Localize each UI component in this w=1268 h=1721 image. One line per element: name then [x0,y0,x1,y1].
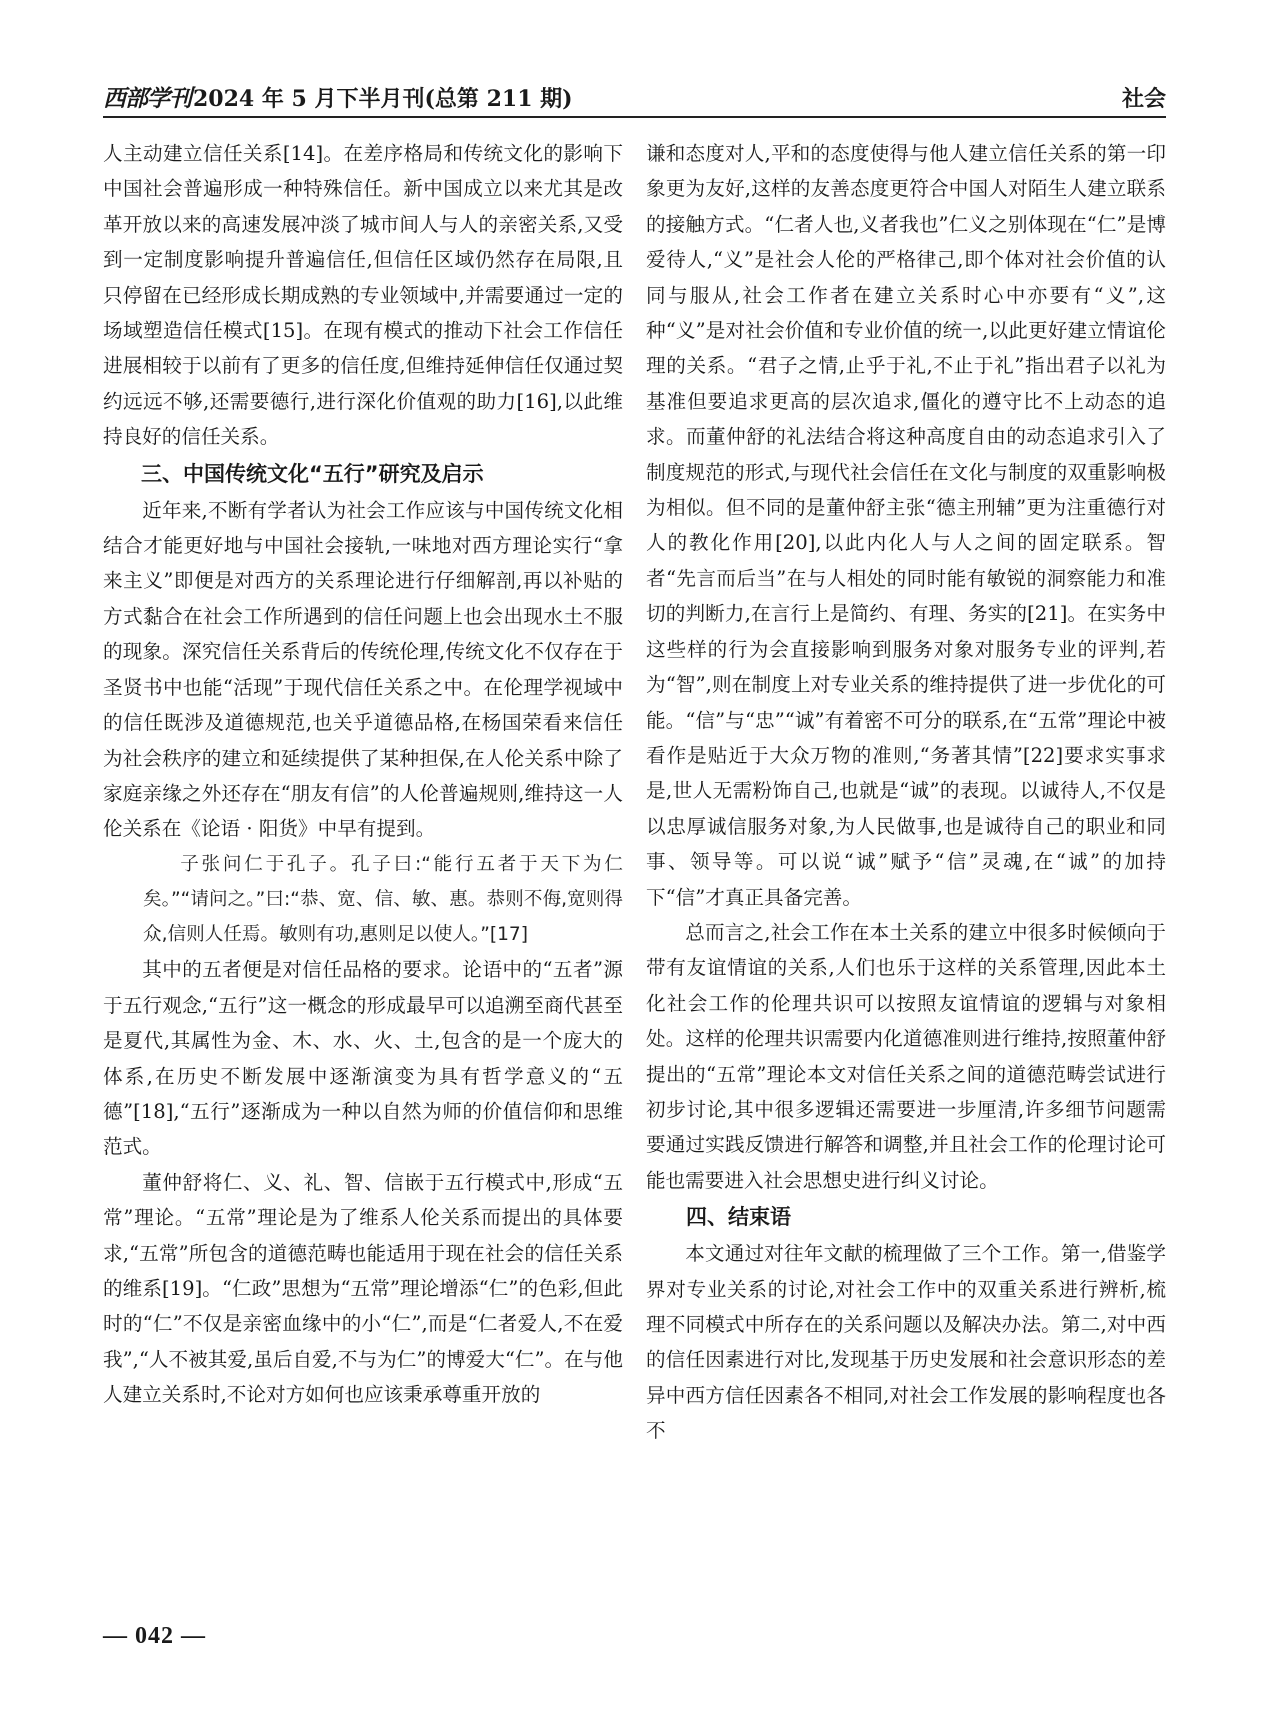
paragraph: 本文通过对往年文献的梳理做了三个工作。第一,借鉴学界对专业关系的讨论,对社会工作中的双重关系进行辨析,梳理不同模式中所存在的关系问题以及解决办法。第二,对中西的信任因素进行对比,发现基于历史发展和社会意识形态的差异中西方信任因素各不相同,对社会工作发展的影响程度也各不 [646,1242,1166,1443]
running-header [103,84,1166,118]
journal-logo: 西部学刊 [103,85,191,112]
paragraph: 董仲舒将仁、义、礼、智、信嵌于五行模式中,形成“五常”理论。“五常”理论是为了维系人伦关系而提出的具体要求,“五常”所包含的道德范畴也能适用于现在社会的信任关系的维系[19]。“仁政”思想为“五常”理论增添“仁”的色彩,但此时的“仁”不仅是亲密血缘中的小“仁”,而是“仁者爱人,不在爱我”,“人不被其爱,虽后自爱,不与为仁”的博爱大“仁”。在与他人建立关系时,不论对方如何也应该秉承尊重开放的 [103,1170,623,1407]
paragraph: 其中的五者便是对信任品格的要求。论语中的“五者”源于五行观念,“五行”这一概念的形成最早可以追溯至商代甚至是夏代,其属性为金、木、水、火、土,包含的是一个庞大的体系,在历史不断发展中逐渐演变为具有哲学意义的“五德”[18],“五行”逐渐成为一种以自然为师的价值信仰和思维范式。 [103,958,623,1159]
left-column [103,136,623,1413]
right-column [646,136,1166,1449]
paragraph: 谦和态度对人,平和的态度使得与他人建立信任关系的第一印象更为友好,这样的友善态度更符合中国人对陌生人建立联系的接触方式。“仁者人也,义者我也”仁义之别体现在“仁”是博爱待人,“义”是社会人伦的严格律己,即个体对社会价值的认同与服从,社会工作者在建立关系时心中亦要有“义”,这种“义”是对社会价值和专业价值的统一,以此更好建立情谊伦理的关系。“君子之情,止乎于礼,不止于礼”指出君子以礼为基准但要追求更高的层次追求,僵化的遵守比不上动态的追求。而董仲舒的礼法结合将这种高度自由的动态追求引入了制度规范的形式,与现代社会信任在文化与制度的双重影响极为相似。但不同的是董仲舒主张“德主刑辅”更为注重德行对人的教化作用[20],以此内化人与人之间的固定联系。智者“先言而后当”在与人相处的同时能有敏锐的洞察能力和准切的判断力,在言行上是简约、有理、务实的[21]。在实务中这些样的行为会直接影响到服务对象对服务专业的评判,若为“智”,则在制度上对专业关系的维持提供了进一步优化的可能。“信”与“忠”“诚”有着密不可分的联系,在“五常”理论中被看作是贴近于大众万物的准则,“务著其情”[22]要求实事求是,世人无需粉饰自己,也就是“诚”的表现。以诚待人,不仅是以忠厚诚信服务对象,为人民做事,也是诚待自己的职业和同事、领导等。可以说“诚”赋予“信”灵魂,在“诚”的加持下“信”才真正具备完善。 [646,142,1166,909]
header-journal-issue [103,80,573,113]
block-quote: 子张问仁于孔子。孔子曰:“能行五者于天下为仁矣。”“请问之。”曰:“恭、宽、信、敏、惠。恭则不侮,宽则得众,信则人任焉。敏则有功,惠则足以使人。”[17] [143,853,623,946]
section-heading-4: 四、结束语 [686,1205,791,1230]
page-number: — 042 — [103,1623,206,1649]
issue-info: 2024 年 5 月下半月刊(总第 211 期) [193,86,573,112]
section-label: 社会 [1121,86,1166,112]
section-heading-3: 三、中国传统文化“五行”研究及启示 [141,461,484,486]
paragraph: 人主动建立信任关系[14]。在差序格局和传统文化的影响下中国社会普遍形成一种特殊信任。新中国成立以来尤其是改革开放以来的高速发展冲淡了城市间人与人的亲密关系,又受到一定制度影响提升普遍信任,但信任区域仍然存在局限,且只停留在已经形成长期成熟的专业领域中,并需要通过一定的场域塑造信任模式[15]。在现有模式的推动下社会工作信任进展相较于以前有了更多的信任度,但维持延伸信任仅通过契约远远不够,还需要德行,进行深化价值观的助力[16],以此维持良好的信任关系。 [103,142,623,449]
paragraph: 近年来,不断有学者认为社会工作应该与中国传统文化相结合才能更好地与中国社会接轨,一味地对西方理论实行“拿来主义”即便是对西方的关系理论进行仔细解剖,再以补贴的方式黏合在社会工作所遇到的信任问题上也会出现水土不服的现象。深究信任关系背后的传统伦理,传统文化不仅存在于圣贤书中也能“活现”于现代信任关系之中。在伦理学视域中的信任既涉及道德规范,也关乎道德品格,在杨国荣看来信任为社会秩序的建立和延续提供了某种担保,在人伦关系中除了家庭亲缘之外还存在“朋友有信”的人伦普遍规则,维持这一人伦关系在《论语 · 阳货》中早有提到。 [103,498,623,841]
paragraph: 总而言之,社会工作在本土关系的建立中很多时候倾向于带有友谊情谊的关系,人们也乐于这样的关系管理,因此本土化社会工作的伦理共识可以按照友谊情谊的逻辑与对象相处。这样的伦理共识需要内化道德准则进行维持,按照董仲舒提出的“五常”理论本文对信任关系之间的道德范畴尝试进行初步讨论,其中很多逻辑还需要进一步厘清,许多细节问题需要通过实践反馈进行解答和调整,并且社会工作的伦理讨论可能也需要进入社会思想史进行纠义讨论。 [646,920,1166,1192]
